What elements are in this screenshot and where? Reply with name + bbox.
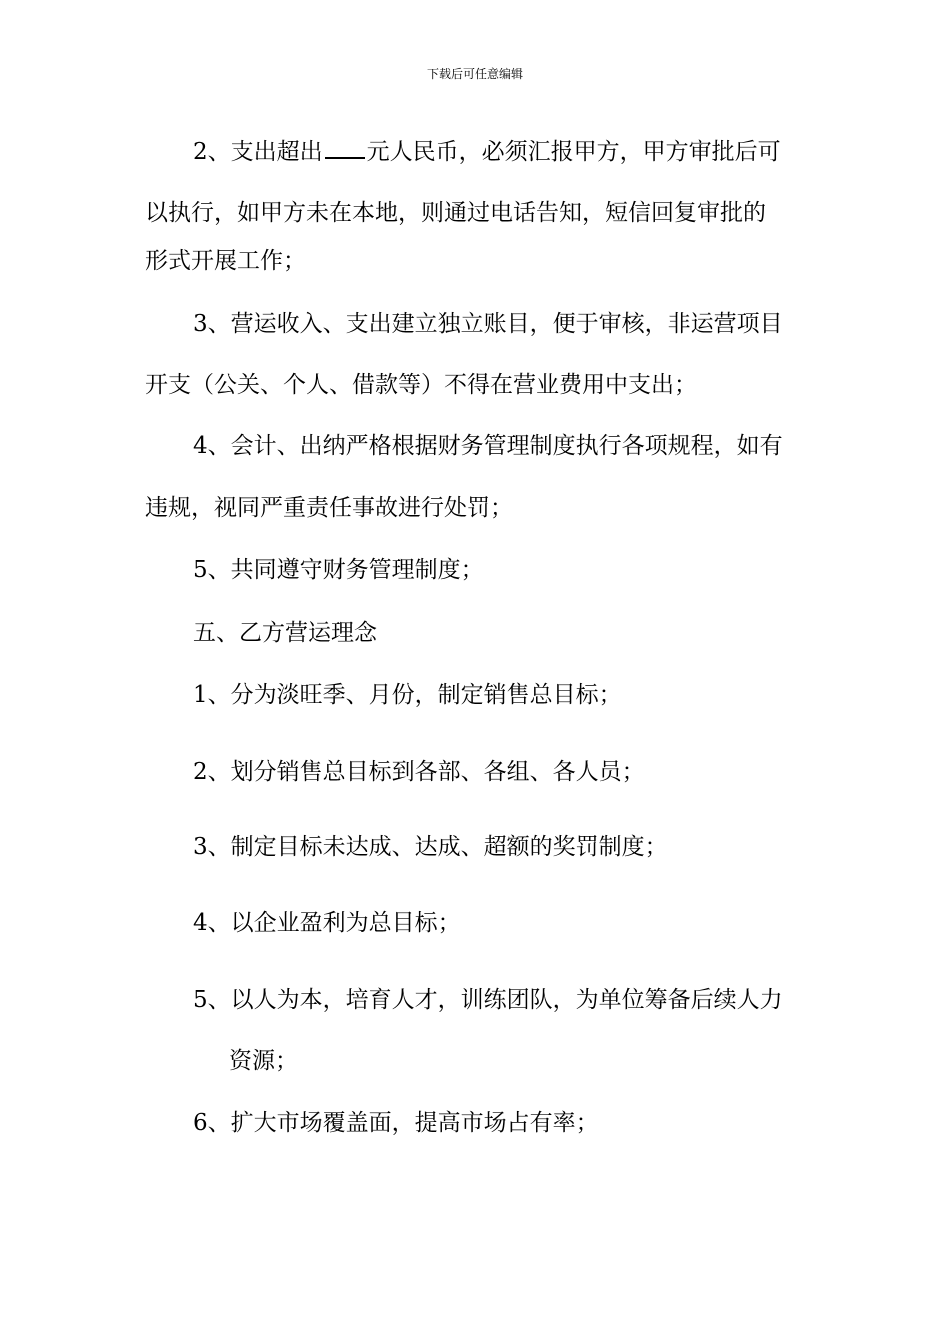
paragraph-line: 4、会计、出纳严格根据财务管理制度执行各项规程，如有	[193, 433, 783, 459]
paragraph-line: 3、营运收入、支出建立独立账目，便于审核，非运营项目	[193, 311, 783, 337]
list-item: 3、制定目标未达成、达成、超额的奖罚制度；	[193, 834, 668, 860]
page-header: 下载后可任意编辑	[426, 67, 523, 81]
list-item-continuation: 资源；	[229, 1048, 298, 1074]
paragraph-line: 以执行，如甲方未在本地，则通过电话告知，短信回复审批的	[145, 200, 766, 226]
list-item: 1、分为淡旺季、月份，制定销售总目标；	[193, 682, 622, 708]
fill-in-blank	[325, 135, 365, 159]
list-item: 4、以企业盈利为总目标；	[193, 910, 461, 936]
paragraph-line: 开支（公关、个人、借款等）不得在营业费用中支出；	[145, 372, 697, 398]
section-heading: 五、乙方营运理念	[193, 620, 377, 646]
list-item: 6、扩大市场覆盖面，提高市场占有率；	[193, 1110, 599, 1136]
list-item: 5、以人为本，培育人才，训练团队，为单位筹备后续人力	[193, 987, 783, 1013]
paragraph-line: 5、共同遵守财务管理制度；	[193, 557, 484, 583]
line-text: 2、支出超出	[193, 139, 323, 165]
line-text: 元人民币，必须汇报甲方，甲方审批后可	[366, 139, 781, 165]
paragraph-line: 形式开展工作；	[145, 248, 306, 274]
paragraph-line	[193, 135, 781, 167]
paragraph-line: 违规，视同严重责任事故进行处罚；	[145, 495, 513, 521]
list-item: 2、划分销售总目标到各部、各组、各人员；	[193, 759, 645, 785]
